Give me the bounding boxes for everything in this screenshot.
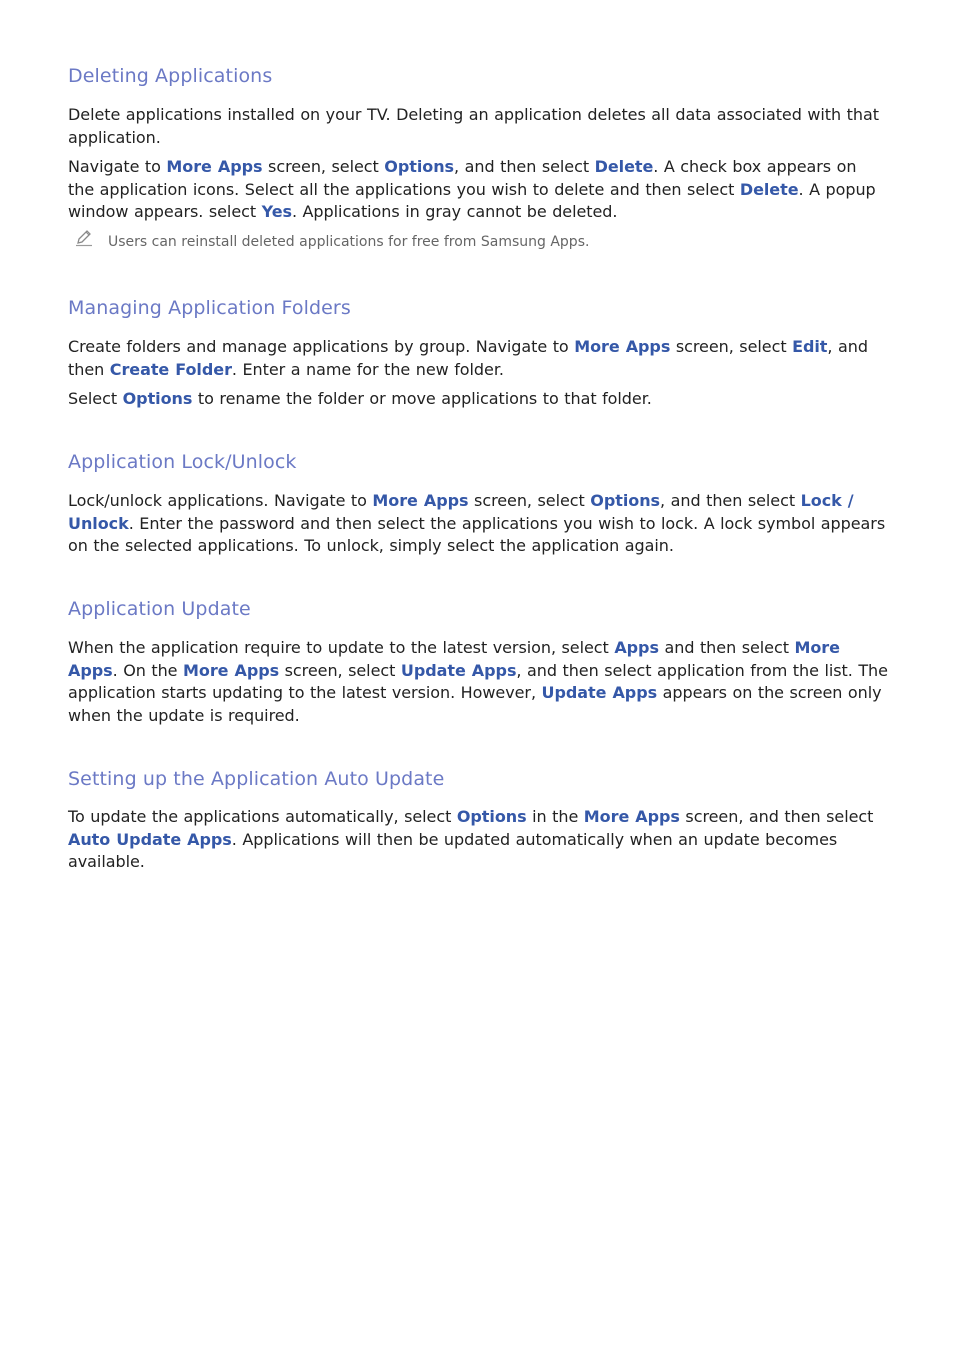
section-heading: Managing Application Folders [68, 297, 351, 319]
text-run: to rename the folder or move applications to that folder. [192, 389, 652, 408]
text-run: When the application require to update to the latest version, select [68, 638, 615, 657]
text-run: screen, select [279, 660, 401, 680]
ui-term-highlight: More Apps [68, 638, 840, 680]
pencil-note-icon [74, 228, 94, 248]
paragraph [68, 156, 888, 224]
paragraph [68, 490, 888, 558]
paragraph [68, 388, 888, 411]
paragraph [68, 637, 888, 727]
text-run: . On the [112, 660, 184, 680]
text-run: . Applications in gray cannot be deleted. [291, 202, 618, 221]
text-run: screen, select [468, 491, 591, 510]
ui-term-highlight: Lock / Unlock [68, 491, 854, 533]
text-run: To update the applications automatically, select [68, 807, 457, 826]
section-heading: Setting up the Application Auto Update [68, 768, 445, 790]
text-run: in the [526, 807, 584, 826]
ui-term-highlight: Options [384, 157, 455, 176]
text-run: Lock/unlock applications. Navigate to [68, 491, 373, 510]
paragraph [68, 806, 888, 874]
ui-term-highlight: Options [122, 389, 193, 408]
section-managing-application-folders [68, 296, 888, 411]
text-run: screen, select [262, 157, 385, 176]
section-setting-up-auto-update [68, 767, 888, 874]
ui-term-highlight: Auto Update Apps [68, 829, 232, 849]
section-application-lock-unlock [68, 450, 888, 558]
ui-term-highlight: More Apps [574, 337, 671, 356]
text-run: screen, select [670, 337, 793, 356]
paragraph [68, 104, 888, 149]
text-run: screen, and then select [679, 807, 874, 826]
text-run: Navigate to [68, 157, 167, 176]
text-run: . A popup window appears. select [68, 179, 876, 221]
text-run: and then select [658, 638, 795, 657]
text-run: , and then select [660, 491, 801, 510]
ui-term-highlight: More Apps [183, 660, 280, 680]
section-heading: Deleting Applications [68, 65, 273, 87]
ui-term-highlight: More Apps [372, 491, 469, 510]
ui-term-highlight: More Apps [583, 807, 680, 826]
ui-term-highlight: Apps [614, 638, 659, 657]
ui-term-highlight: Update Apps [541, 683, 658, 702]
text-run: . Enter a name for the new folder. [231, 359, 504, 379]
ui-term-highlight: Options [590, 491, 661, 510]
text-run: appears on the screen only when the update is required. [68, 683, 882, 725]
note-text: Users can reinstall deleted applications for free from Samsung Apps. [108, 233, 590, 250]
text-run: , and then select application from the list. The application starts updating to the latest version. However, [68, 660, 888, 702]
text-run: Select [68, 389, 123, 408]
text-run: , and then [68, 337, 868, 379]
text-run: , and then select [454, 157, 595, 176]
text-run: . Enter the password and then select the applications you wish to lock. A lock symbol appears on the selected applications. To unlock, simply select the application again. [68, 513, 886, 555]
ui-term-highlight: More Apps [166, 157, 263, 176]
text-run: . Applications will then be updated automatically when an update becomes available. [68, 829, 838, 871]
section-heading: Application Update [68, 598, 251, 620]
section-heading: Application Lock/Unlock [68, 451, 297, 473]
text-run: Delete applications installed on your TV. Deleting an application deletes all data associated with that application. [68, 105, 879, 147]
ui-term-highlight: Yes [261, 202, 292, 221]
section-application-update [68, 597, 888, 727]
text-run: Create folders and manage applications by group. Navigate to [68, 337, 575, 356]
text-run: . A check box appears on the application icons. Select all the applications you wish to delete and then select [68, 157, 857, 199]
ui-term-highlight: Delete [594, 157, 654, 176]
ui-term-highlight: Delete [739, 179, 799, 199]
ui-term-highlight: Update Apps [400, 660, 517, 680]
ui-term-highlight: Edit [792, 337, 828, 356]
ui-term-highlight: Options [456, 807, 527, 826]
ui-term-highlight: Create Folder [109, 359, 232, 379]
section-deleting-applications [68, 64, 888, 252]
note [68, 232, 888, 252]
paragraph [68, 336, 888, 381]
